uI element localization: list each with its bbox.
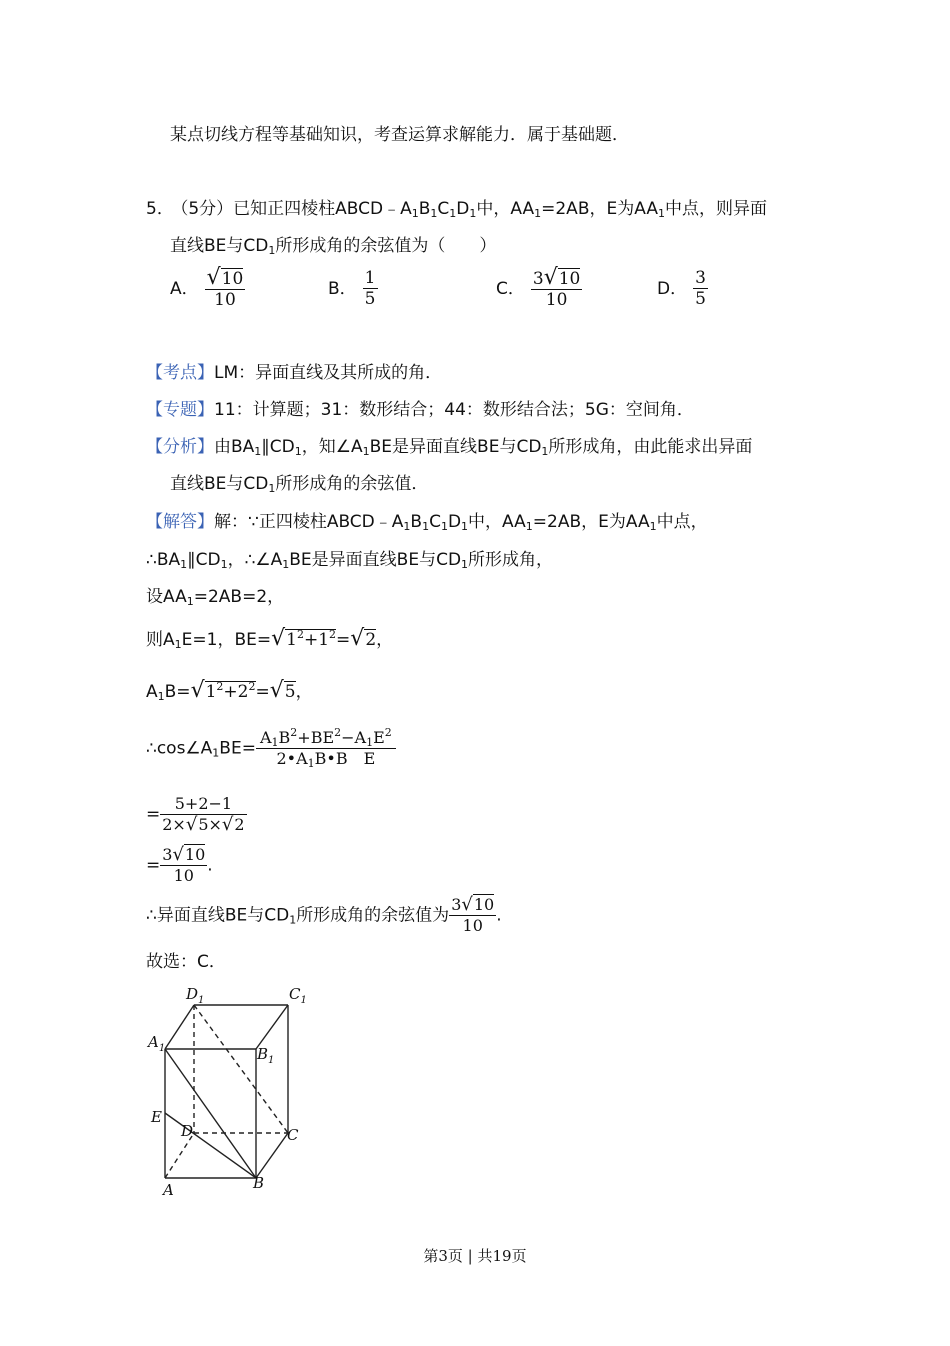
radicand: 2: [234, 815, 245, 834]
jieda-text: E=1，BE=: [181, 630, 272, 650]
fenxi-text: 直线BE与CD: [170, 474, 269, 494]
zhuanti-line: [146, 399, 694, 421]
sqrt-icon: √: [461, 894, 473, 915]
label-d1: $D_1$: [186, 985, 205, 1006]
term: 2×: [162, 815, 186, 834]
term: 1: [318, 630, 330, 650]
question-stem-part: 已知正四棱柱ABCD﹣A: [233, 199, 412, 219]
superscript: 2: [290, 726, 298, 739]
radicand: 10: [221, 269, 244, 289]
sqrt-icon: √: [269, 678, 284, 703]
sqrt-icon: √: [543, 265, 558, 290]
jieda-text: 所形成角的余弦值为: [296, 905, 450, 926]
fenxi-text: ，知∠A: [301, 437, 363, 457]
jieda-text: C: [429, 512, 441, 532]
question-stem-part: 直线BE与CD: [170, 236, 269, 256]
jieda-text: .: [207, 855, 213, 876]
sqrt-expression: [350, 628, 376, 651]
sqrt-expression: [191, 680, 256, 703]
jieda-line-3: [146, 586, 284, 608]
choice-b[interactable]: [328, 268, 378, 309]
denominator: 10: [214, 290, 236, 310]
jieda-text: BE是异面直线BE与CD: [289, 550, 462, 570]
subscript: 1: [186, 595, 194, 608]
jieda-line-4: [146, 628, 393, 651]
question-line-2: [170, 235, 496, 257]
sqrt-icon: √: [172, 844, 184, 865]
subscript: 1: [268, 244, 276, 257]
superscript: 2: [248, 680, 256, 693]
term: +BE: [297, 728, 335, 747]
numerator: 1: [364, 268, 376, 288]
jieda-tag: 【解答】: [146, 512, 214, 532]
sqrt-icon: √: [185, 814, 198, 835]
subscript: 1: [366, 736, 374, 749]
edge-a1-d1: [165, 1005, 194, 1049]
choice-a[interactable]: [170, 265, 245, 310]
fraction: [449, 895, 496, 936]
jieda-text: 所形成角，: [468, 550, 554, 570]
fenxi-text: BE是异面直线BE与CD: [369, 437, 542, 457]
subscript: 1: [362, 445, 370, 458]
jieda-text: 中点，: [656, 512, 708, 532]
zhuanti-tag: 【专题】: [146, 400, 214, 420]
subscript: 1: [430, 207, 438, 220]
jieda-text: D: [447, 512, 462, 532]
label-b: B: [253, 1174, 265, 1192]
question-stem-part: =2AB，E为AA: [541, 199, 658, 219]
choice-label: B．: [328, 278, 357, 299]
coefficient: 3: [451, 895, 462, 914]
radicand: 2: [365, 630, 377, 650]
jieda-line-6: [146, 728, 396, 769]
jieda-text: B=: [164, 682, 191, 702]
jieda-text: A: [146, 682, 158, 702]
fenxi-line-2: [170, 473, 428, 495]
sqrt-icon: √: [206, 265, 221, 290]
jieda-text: B: [410, 512, 423, 532]
jieda-text: BE=: [219, 738, 256, 759]
kaodian-text: LM：异面直线及其所成的角．: [214, 363, 443, 383]
operator: +: [223, 682, 238, 702]
fraction: [693, 268, 708, 309]
coefficient: 3: [162, 845, 173, 864]
label-c1: $C_1$: [289, 985, 307, 1006]
superscript: 2: [216, 680, 224, 693]
term: B•B E: [314, 749, 376, 768]
intro-line: 某点切线方程等基础知识，考查运算求解能力．属于基础题．: [170, 125, 629, 145]
jieda-text: ∴BA: [146, 550, 181, 570]
jieda-text: ，∴∠A: [227, 550, 283, 570]
subscript: 1: [461, 558, 469, 571]
question-stem-part: D: [456, 199, 470, 219]
denominator: 10: [462, 916, 483, 935]
term: A: [259, 728, 272, 747]
label-a1: $A_1$: [148, 1033, 166, 1054]
term: 2•A: [276, 749, 308, 768]
label-a: A: [163, 1181, 174, 1199]
subscript: 1: [403, 520, 411, 533]
subscript: 1: [212, 746, 220, 760]
superscript: 2: [384, 726, 392, 739]
fraction: [160, 794, 246, 835]
sqrt-expression: [271, 628, 336, 651]
question-stem-part: B: [418, 199, 431, 219]
fenxi-text: 由BA: [214, 437, 255, 457]
subscript: 1: [271, 736, 279, 749]
term: B: [278, 728, 291, 747]
jieda-text: ，: [376, 630, 394, 650]
denominator: 10: [545, 290, 568, 310]
question-score: （5分）: [179, 199, 234, 219]
question-number: 5．: [146, 199, 174, 219]
coefficient: 3: [532, 269, 544, 289]
subscript: 1: [220, 558, 228, 571]
sqrt-expression: [270, 680, 296, 703]
superscript: 2: [329, 628, 337, 641]
question-stem-part: 中点，则异面: [664, 199, 767, 219]
sqrt-icon: √: [271, 626, 286, 651]
subscript: 1: [180, 558, 188, 571]
jieda-text: ∴异面直线BE与CD: [146, 905, 290, 926]
subscript: 1: [461, 520, 469, 533]
subscript: 1: [289, 913, 297, 927]
subscript: 1: [534, 207, 542, 220]
choice-label: C．: [496, 279, 525, 299]
subscript: 1: [294, 445, 302, 458]
superscript: 2: [296, 628, 304, 641]
question-line-1: [146, 198, 767, 220]
choice-label: D．: [657, 278, 688, 299]
jieda-line-7: [146, 794, 247, 835]
term: −A: [341, 728, 367, 747]
subscript: 1: [449, 207, 457, 220]
term: 2: [237, 682, 249, 702]
subscript: 1: [157, 690, 165, 703]
jieda-text: 解：∵正四棱柱ABCD﹣A: [214, 512, 404, 532]
subscript: 1: [174, 638, 182, 651]
denominator: 10: [173, 866, 194, 885]
subscript: 1: [307, 757, 315, 770]
jieda-text: =2AB=2，: [193, 587, 285, 607]
numerator: 5+2−1: [160, 794, 246, 815]
numerator: 3: [695, 268, 706, 288]
subscript: 1: [469, 207, 477, 220]
segment-e-b: [165, 1113, 256, 1178]
radicand: 10: [558, 269, 581, 289]
jieda-text: .: [496, 905, 502, 926]
edge-c1-b1: [256, 1005, 288, 1049]
jieda-text: 中，AA: [468, 512, 526, 532]
fraction: [363, 268, 378, 309]
jieda-line-1: [146, 511, 708, 533]
fraction: [205, 265, 246, 310]
jieda-text: =: [146, 804, 161, 825]
jieda-line-8: [146, 845, 213, 886]
subscript: 1: [440, 520, 448, 533]
label-b1: $B_1$: [257, 1045, 275, 1066]
subscript: 1: [649, 520, 657, 533]
question-stem-part: 所形成角的余弦值为（ ）: [275, 236, 497, 256]
radicand: 5: [198, 815, 209, 834]
jieda-text: =: [255, 682, 270, 702]
sqrt-icon: √: [221, 814, 234, 835]
kaodian-tag: 【考点】: [146, 363, 214, 383]
subscript: 1: [282, 558, 290, 571]
term: 1: [286, 630, 297, 650]
term: ×: [208, 815, 222, 834]
jieda-text: ∥CD: [187, 550, 221, 570]
subscript: 1: [411, 207, 419, 220]
fenxi-text: 所形成角，由此能求出异面: [548, 437, 753, 457]
radicand: 10: [184, 845, 206, 864]
jieda-line-5: [146, 680, 313, 703]
segment-a1-b: [165, 1049, 256, 1178]
fraction: [160, 845, 207, 886]
subscript: 1: [268, 482, 276, 495]
term: 1: [205, 682, 217, 702]
jieda-line-2: [146, 549, 553, 571]
sqrt-icon: √: [350, 626, 365, 651]
choice-d[interactable]: [657, 268, 708, 309]
edge-b-c: [256, 1133, 288, 1178]
fenxi-line-1: [146, 436, 752, 458]
jieda-text: =2AB，E为AA: [532, 512, 650, 532]
jieda-text: =: [146, 855, 161, 876]
operator: +: [303, 630, 319, 650]
jieda-text: 设AA: [146, 587, 187, 607]
subscript: 1: [525, 520, 533, 533]
label-c: C: [287, 1126, 299, 1144]
choice-label: A．: [170, 279, 199, 299]
question-stem-part: 中，AA: [476, 199, 535, 219]
subscript: 1: [657, 207, 665, 220]
question-stem-part: C: [437, 199, 450, 219]
fraction: [531, 265, 583, 310]
page-footer: 第3页 | 共19页: [423, 1247, 527, 1265]
fenxi-tag: 【分析】: [146, 437, 214, 457]
jieda-text: 则A: [146, 630, 175, 650]
subscript: 1: [422, 520, 430, 533]
superscript: 2: [334, 726, 342, 739]
jieda-text: =: [336, 630, 351, 650]
label-e: E: [151, 1108, 162, 1126]
subscript: 1: [541, 445, 549, 458]
denominator: 5: [695, 289, 706, 309]
jieda-text: ∴cos∠A: [146, 738, 213, 759]
radicand: 10: [473, 895, 495, 914]
zhuanti-text: 11：计算题；31：数形结合；44：数形结合法；5G：空间角．: [214, 400, 694, 420]
denominator: 5: [364, 289, 376, 309]
choice-c[interactable]: [496, 265, 582, 310]
radicand: 5: [284, 682, 296, 702]
kaodian-line: [146, 362, 442, 384]
sqrt-icon: √: [190, 678, 205, 703]
label-d: D: [181, 1122, 194, 1140]
subscript: 1: [254, 445, 262, 458]
term: E: [373, 728, 385, 747]
prism-figure: [146, 985, 326, 1207]
fenxi-text: ∥CD: [261, 437, 295, 457]
fenxi-text: 所形成角的余弦值．: [275, 474, 429, 494]
jieda-text: ，: [295, 682, 313, 702]
jieda-line-10: 故选：C．: [146, 952, 226, 972]
jieda-line-9: [146, 895, 502, 936]
cos-fraction: [256, 728, 396, 769]
